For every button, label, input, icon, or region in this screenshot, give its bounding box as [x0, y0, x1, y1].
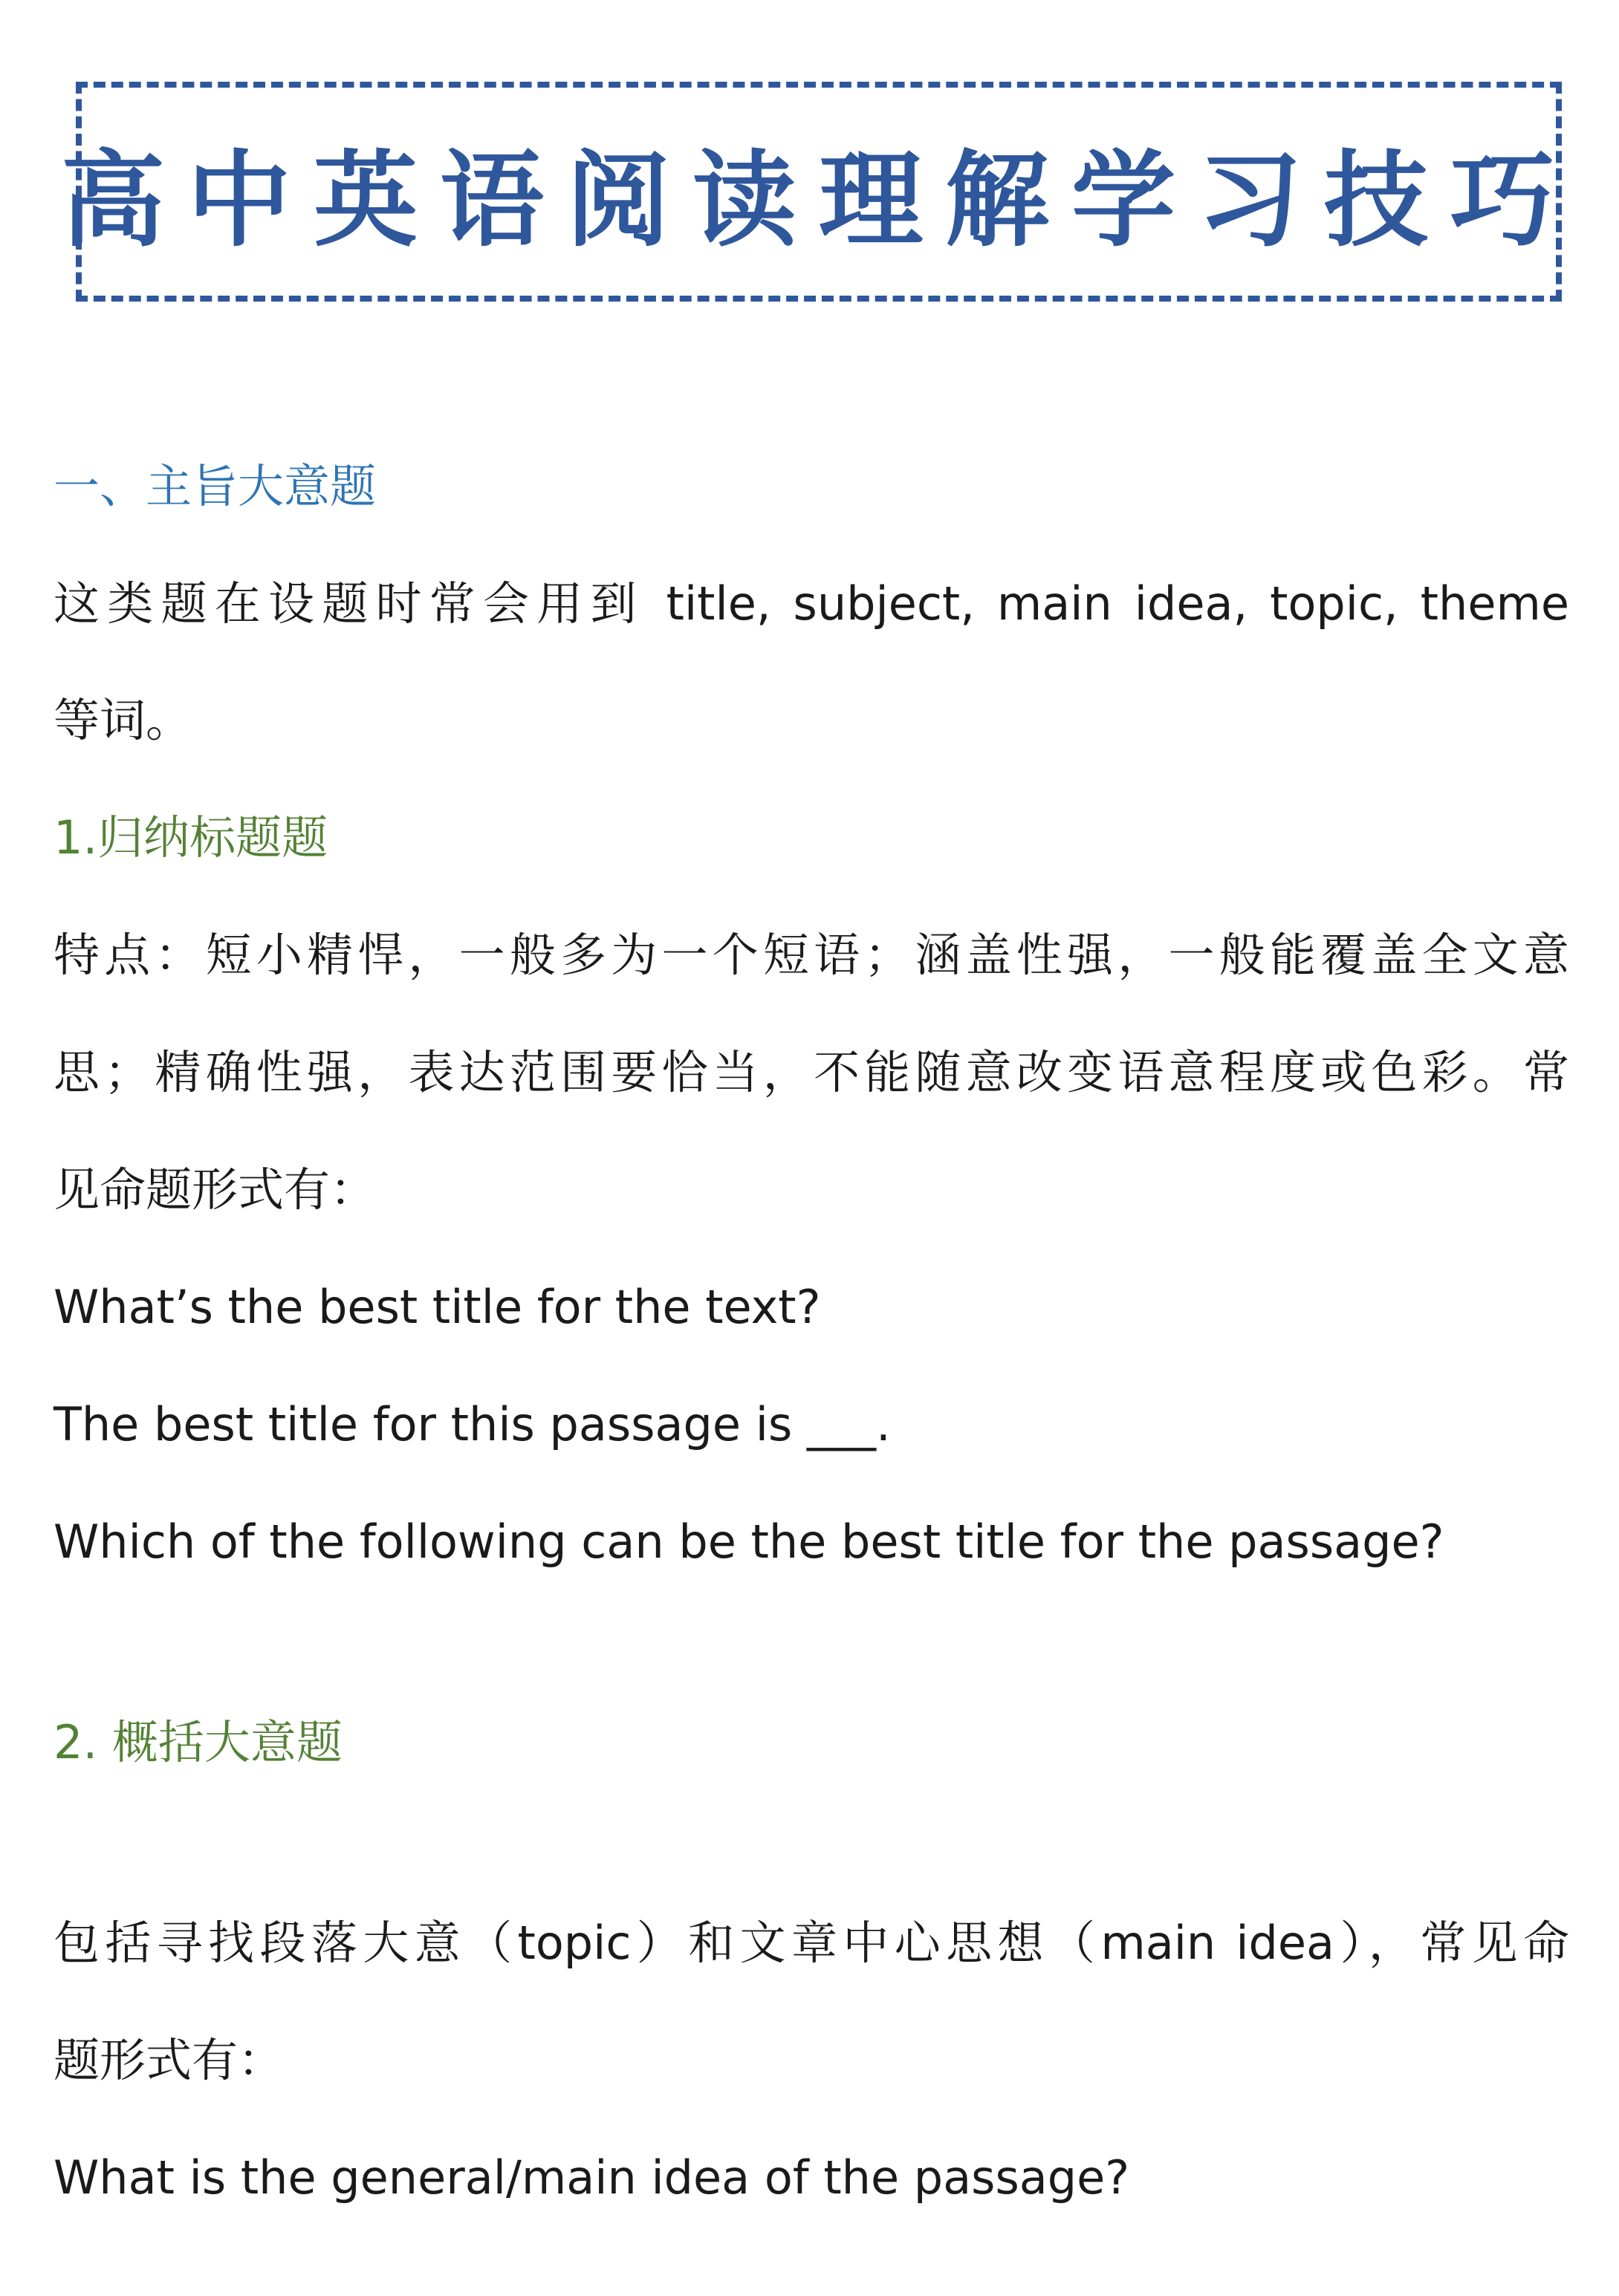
paragraph-1-line-2: 思；精确性强，表达范围要恰当，不能随意改变语意程度或色彩。常 — [53, 1045, 1569, 1099]
example-question: What’s the best title for the text? — [53, 1280, 821, 1334]
paragraph-1-line-1: 特点：短小精悍，一般多为一个短语；涵盖性强，一般能覆盖全文意 — [53, 928, 1569, 982]
example-question: The best title for this passage is ___. — [53, 1397, 891, 1451]
subsection-heading-1: 1.归纳标题题 — [53, 810, 328, 865]
paragraph-2-line-1: 包括寻找段落大意（topic）和文章中心思想（main idea），常见命 — [53, 1916, 1569, 1970]
title-frame — [61, 82, 1577, 302]
intro-line-1: 这类题在设题时常会用到 title, subject, main idea, topic, theme — [53, 576, 1569, 631]
paragraph-1-line-3: 见命题形式有： — [53, 1162, 377, 1217]
subsection-heading-2: 2. 概括大意题 — [53, 1715, 343, 1769]
section-heading: 一、主旨大意题 — [53, 459, 377, 513]
example-question: What is the general/main idea of the passage? — [53, 2150, 1130, 2205]
intro-line-2: 等词。 — [53, 693, 192, 747]
example-question: Which of the following can be the best title for the passage? — [53, 1515, 1444, 1569]
paragraph-2-line-2: 题形式有： — [53, 2033, 285, 2087]
document-title: 高中英语阅读理解学习技巧 — [61, 139, 1577, 261]
